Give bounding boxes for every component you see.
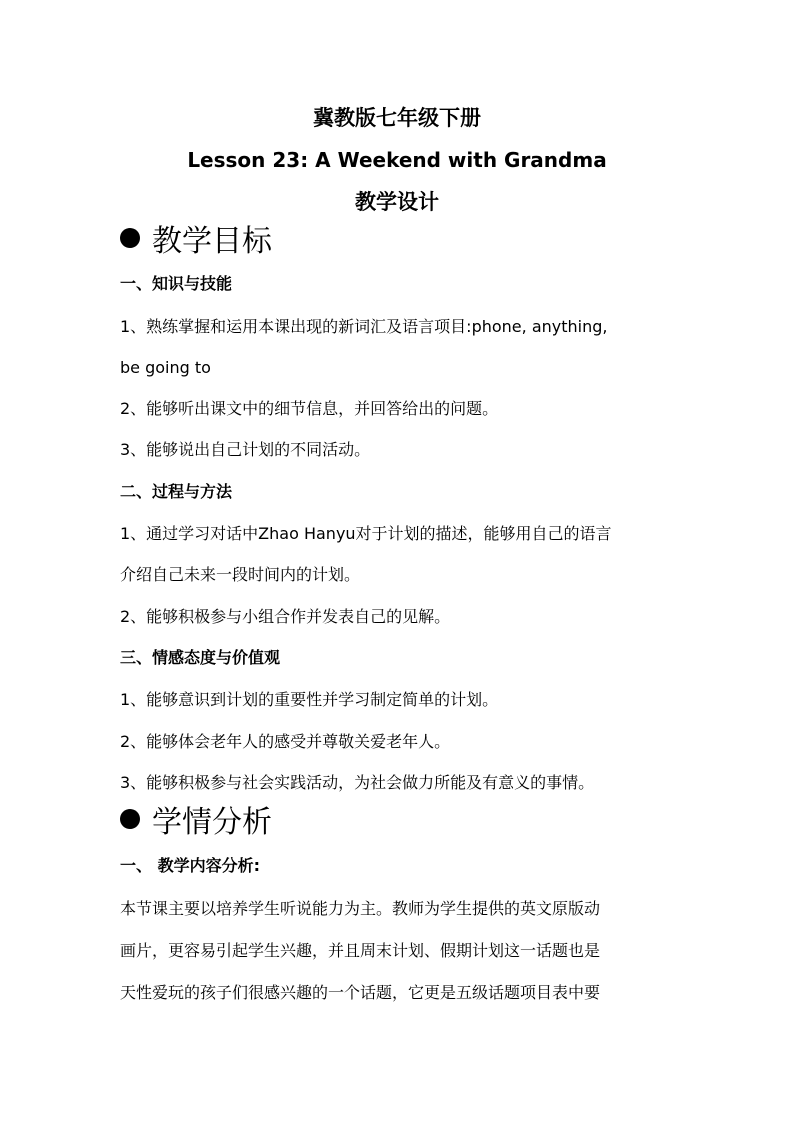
paragraph-line: 3、能够积极参与社会实践活动，为社会做力所能及有意义的事情。: [120, 773, 595, 792]
paragraph-line: 2、能够体会老年人的感受并尊敬关爱老年人。: [120, 732, 451, 751]
bullet-icon: [120, 809, 140, 829]
document-title-lesson: Lesson 23: A Weekend with Grandma: [187, 148, 607, 172]
paragraph-line: 1、熟练掌握和运用本课出现的新词汇及语言项目:phone, anything,: [120, 317, 608, 336]
subsection-heading-attitude: 三、情感态度与价值观: [120, 648, 281, 667]
section-heading-text: 学情分析: [152, 805, 272, 840]
paragraph-line: 天性爱玩的孩子们很感兴趣的一个话题，它更是五级话题项目表中要: [120, 983, 601, 1002]
section-heading-teaching-goals: [120, 224, 272, 260]
subsection-heading-process: 二、过程与方法: [120, 482, 233, 501]
paragraph-line: 介绍自己未来一段时间内的计划。: [120, 565, 361, 584]
paragraph-line: 1、能够意识到计划的重要性并学习制定简单的计划。: [120, 690, 499, 709]
paragraph-line: 2、能够积极参与小组合作并发表自己的见解。: [120, 607, 451, 626]
paragraph-line: 1、通过学习对话中Zhao Hanyu对于计划的描述，能够用自己的语言: [120, 524, 612, 543]
paragraph-line: be going to: [120, 358, 211, 377]
paragraph-line: 3、能够说出自己计划的不同活动。: [120, 440, 371, 459]
section-heading-learner-analysis: [120, 805, 272, 841]
bullet-icon: [120, 228, 140, 248]
document-title-design: 教学设计: [355, 190, 439, 214]
subsection-heading-knowledge: 一、知识与技能: [120, 274, 233, 293]
paragraph-line: 画片，更容易引起学生兴趣，并且周末计划、假期计划这一话题也是: [120, 941, 601, 960]
document-title-textbook: 冀教版七年级下册: [313, 106, 481, 130]
section-heading-text: 教学目标: [152, 224, 272, 259]
subsection-heading-content-analysis: 一、 教学内容分析:: [120, 856, 260, 875]
paragraph-line: 本节课主要以培养学生听说能力为主。教师为学生提供的英文原版动: [120, 899, 601, 918]
paragraph-line: 2、能够听出课文中的细节信息，并回答给出的问题。: [120, 399, 499, 418]
